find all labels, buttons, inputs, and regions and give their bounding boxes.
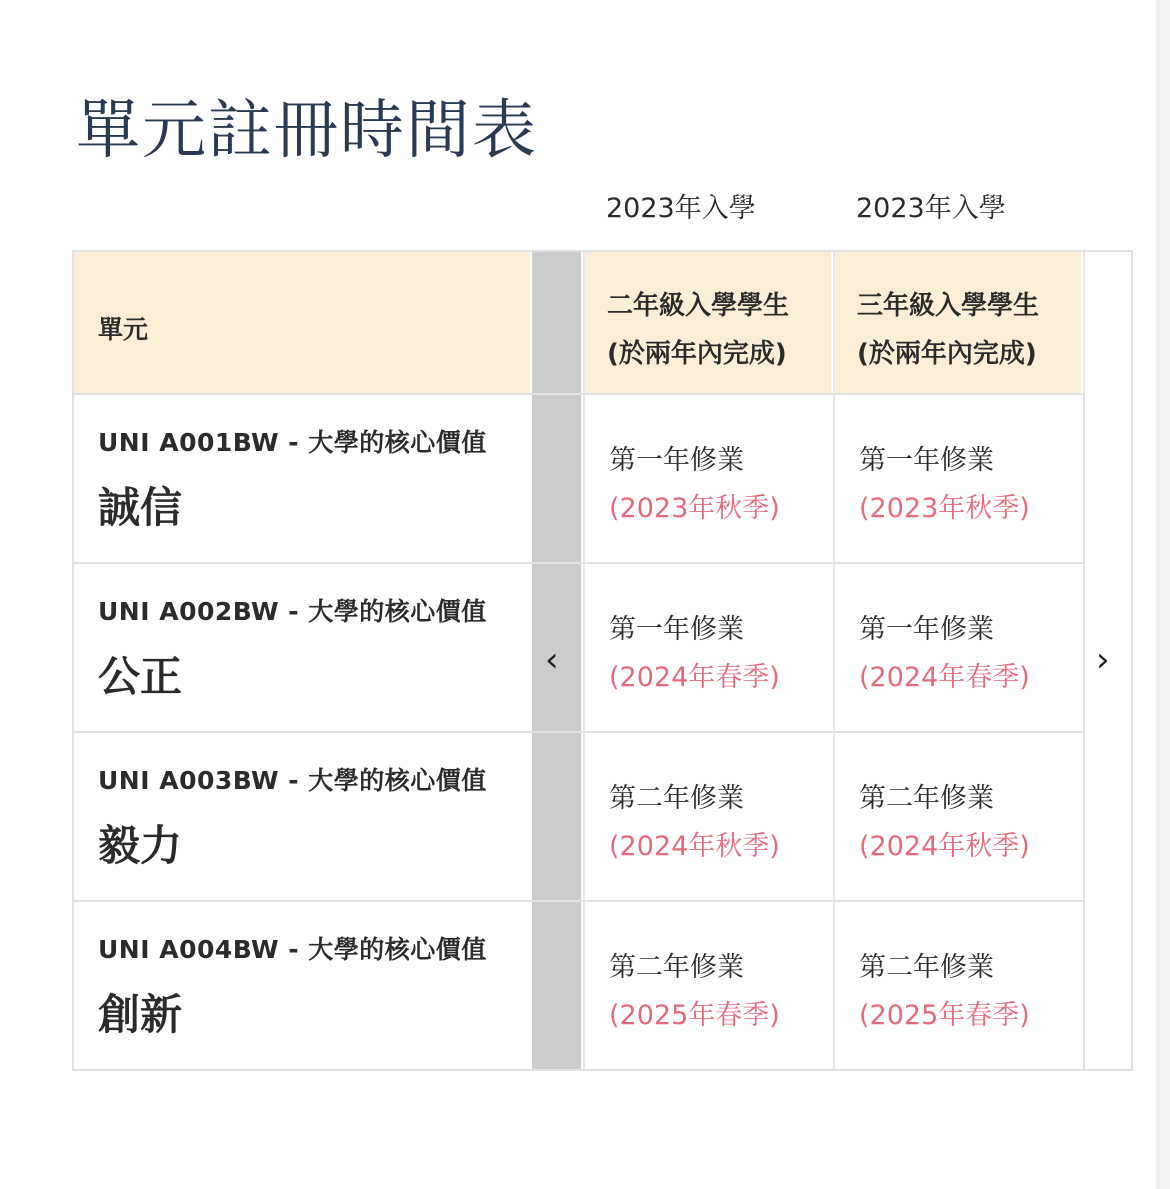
chevron-left-icon[interactable]: ‹ bbox=[545, 640, 559, 680]
page-title: 單元註冊時間表 bbox=[76, 93, 538, 168]
study-term: (2024年秋季) bbox=[859, 831, 1030, 862]
table-row bbox=[74, 564, 530, 731]
study-term: (2024年秋季) bbox=[609, 831, 780, 862]
study-year: 第二年修業 bbox=[609, 952, 744, 983]
unit-name: 毅力 bbox=[98, 821, 183, 870]
study-year: 第二年修業 bbox=[859, 783, 994, 814]
schedule-cell bbox=[583, 395, 831, 562]
study-year: 第一年修業 bbox=[609, 614, 744, 645]
unit-code: UNI A001BW - 大學的核心價值 bbox=[98, 428, 487, 457]
header-divider bbox=[74, 393, 1083, 395]
schedule-cell bbox=[833, 564, 1081, 731]
study-year: 第一年修業 bbox=[859, 445, 994, 476]
unit-code: UNI A003BW - 大學的核心價值 bbox=[98, 766, 487, 795]
unit-name: 公正 bbox=[98, 652, 183, 701]
unit-code: UNI A002BW - 大學的核心價值 bbox=[98, 597, 487, 626]
schedule-cell bbox=[583, 733, 831, 900]
schedule-cell bbox=[833, 733, 1081, 900]
table-row bbox=[74, 733, 530, 900]
study-year: 第二年修業 bbox=[609, 783, 744, 814]
column-header-line1: 二年級入學學生 bbox=[607, 291, 790, 321]
table-row bbox=[74, 395, 530, 562]
column-header-year3-entry bbox=[833, 252, 1081, 393]
study-term: (2023年秋季) bbox=[859, 493, 1030, 524]
study-year: 第一年修業 bbox=[859, 614, 994, 645]
column-year-label-2: 2023年入學 bbox=[856, 193, 1006, 224]
study-year: 第二年修業 bbox=[859, 952, 994, 983]
column-header-year2-entry bbox=[583, 252, 831, 393]
column-header-line1: 三年級入學學生 bbox=[857, 291, 1040, 321]
column-header-line2: (於兩年內完成) bbox=[857, 339, 1037, 369]
chevron-right-icon[interactable]: › bbox=[1096, 640, 1110, 680]
column-header-line2: (於兩年內完成) bbox=[607, 339, 787, 369]
unit-column-header bbox=[74, 252, 530, 393]
scrollbar-track[interactable] bbox=[1156, 0, 1170, 1189]
unit-code: UNI A004BW - 大學的核心價值 bbox=[98, 935, 487, 964]
column-year-label-1: 2023年入學 bbox=[606, 193, 756, 224]
table-row bbox=[74, 902, 530, 1069]
study-term: (2025年春季) bbox=[609, 1000, 780, 1031]
schedule-cell bbox=[583, 902, 831, 1069]
schedule-cell bbox=[833, 395, 1081, 562]
study-term: (2024年春季) bbox=[859, 662, 1030, 693]
study-term: (2023年秋季) bbox=[609, 493, 780, 524]
study-year: 第一年修業 bbox=[609, 445, 744, 476]
schedule-cell bbox=[833, 902, 1081, 1069]
unit-name: 誠信 bbox=[98, 483, 183, 532]
schedule-cell bbox=[583, 564, 831, 731]
study-term: (2024年春季) bbox=[609, 662, 780, 693]
study-term: (2025年春季) bbox=[859, 1000, 1030, 1031]
unit-name: 創新 bbox=[98, 990, 183, 1039]
unit-header-label: 單元 bbox=[98, 315, 149, 344]
